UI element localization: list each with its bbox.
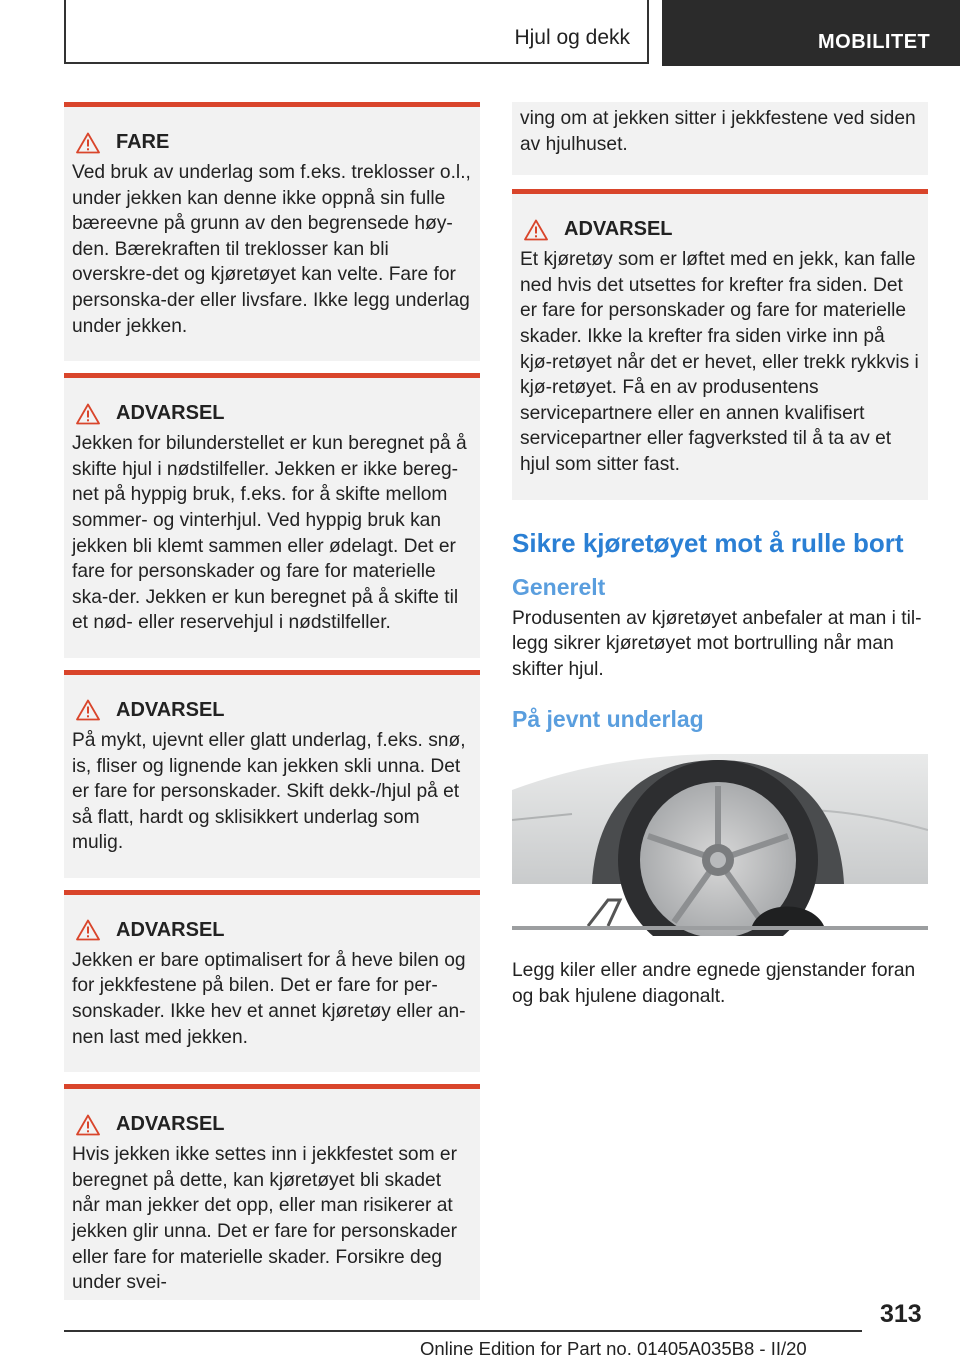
page-number: 313 <box>880 1300 922 1328</box>
warning-box-5-text: Et kjøretøy som er løftet med en jekk, kan falle ned hvis det utsettes for krefter fra siden. Det er fare for personskader og fare for materielle skader. Ikke la krefter fra siden virke inn på kjø-retøyet når det er hevet, eller trekk rykkvis i kjø-retøyet. Få en av produsentens servicepartnere eller en annen kvalifisert servicepartner eller fagverksted til å ta av et hjul som sitter fast. <box>520 249 919 475</box>
danger-box-heading: FARE <box>116 131 170 153</box>
warning-box-3-title <box>76 919 472 942</box>
subheading-general: Generelt <box>512 573 606 600</box>
warning-triangle-icon <box>524 219 548 241</box>
general-paragraph: Produsenten av kjøretøyet anbefaler at man i til-legg sikrer kjøretøyet mot bortrulling når man skifter hjul. <box>512 607 922 680</box>
wheel-chock-illustration <box>512 750 928 936</box>
warning-box-3-text: Jekken er bare optimalisert for å heve bilen og for jekkfestene på bilen. Det er fare for per-sonskader. Ikke hev et annet kjøretøy eller an-nen last med jekken. <box>72 949 466 1048</box>
header-chapter-tab <box>662 0 960 66</box>
warning-box-4 <box>64 1084 480 1300</box>
warning-box-4-heading: ADVARSEL <box>116 1113 225 1136</box>
warning-box-3-heading: ADVARSEL <box>116 918 225 941</box>
warning-box-5-title <box>524 218 920 241</box>
right-column <box>512 102 928 1010</box>
header-chapter-label: MOBILITET <box>818 31 931 53</box>
danger-box-title <box>76 131 472 154</box>
warning-box-2-heading: ADVARSEL <box>116 698 225 721</box>
footer-divider <box>64 1330 862 1332</box>
subheading-level-ground: På jevnt underlag <box>512 706 704 733</box>
section-heading: Sikre kjøretøyet mot å rulle bort <box>512 527 904 558</box>
wheel-chock-drawing <box>512 750 928 936</box>
warning-box-continued <box>512 102 928 175</box>
warning-triangle-icon <box>76 1114 100 1136</box>
header-section-title: Hjul og dekk <box>514 26 630 49</box>
warning-triangle-icon <box>76 919 100 941</box>
warning-box-continued-text: ving om at jekken sitter i jekkfestene ved siden av hjulhuset. <box>520 108 916 155</box>
warning-box-4-text: Hvis jekken ikke settes inn i jekkfestet som er beregnet på dette, kan kjøretøyet bli skadet når man jekker det opp, eller man risikerer at jekken glir unna. Det er fare for personskader eller fare for materielle skader. Forsikre deg under svei- <box>72 1144 458 1294</box>
warning-box-2-text: På mykt, ujevnt eller glatt underlag, f.eks. snø, is, fliser og lignende kan jekken skli unna. Det er fare for personskader. Skift dekk-/hjul på et så flatt, hardt og sklisikkert underlag som mulig. <box>72 729 466 854</box>
warning-triangle-icon <box>76 403 100 425</box>
left-column <box>64 102 480 1312</box>
warning-box-1-text: Jekken for bilunderstellet er kun beregnet på å skifte hjul i nødstilfeller. Jekken er ikke bereg-net på hyppig bruk, f.eks. for å skifte mellom sommer- og vinterhjul. Ved hyppig bruk kan jekken bli klemt sammen eller ødelagt. Det er fare for personskader og fare for materielle ska-der. Jekken er kun beregnet på å skifte til et nød- eller reservehjul i nødstilfeller. <box>72 433 467 634</box>
warning-box-3 <box>64 890 480 1072</box>
warning-box-2-title <box>76 699 472 722</box>
warning-box-1-heading: ADVARSEL <box>116 402 225 425</box>
warning-box-1 <box>64 373 480 658</box>
warning-box-2 <box>64 670 480 878</box>
warning-box-5 <box>512 189 928 499</box>
danger-box-text: Ved bruk av underlag som f.eks. treklosser o.l., under jekken kan denne ikke oppnå sin fulle bæreevne på grunn av den begrensede høy-den. Bærekraften til treklosser kan bli overskre-det og kjøretøyet kan velte. Fare for personska-der eller livsfare. Ikke legg underlag under jekken. <box>72 162 471 337</box>
warning-box-4-title <box>76 1113 472 1136</box>
warning-triangle-icon <box>76 132 100 154</box>
danger-box <box>64 102 480 361</box>
figure-caption: Legg kiler eller andre egnede gjenstander foran og bak hjulene diagonalt. <box>512 960 916 1007</box>
warning-box-5-heading: ADVARSEL <box>564 218 673 241</box>
footer-edition: Online Edition for Part no. 01405A035B8 - II/20 <box>420 1338 807 1359</box>
warning-box-1-title <box>76 402 472 425</box>
warning-triangle-icon <box>76 699 100 721</box>
